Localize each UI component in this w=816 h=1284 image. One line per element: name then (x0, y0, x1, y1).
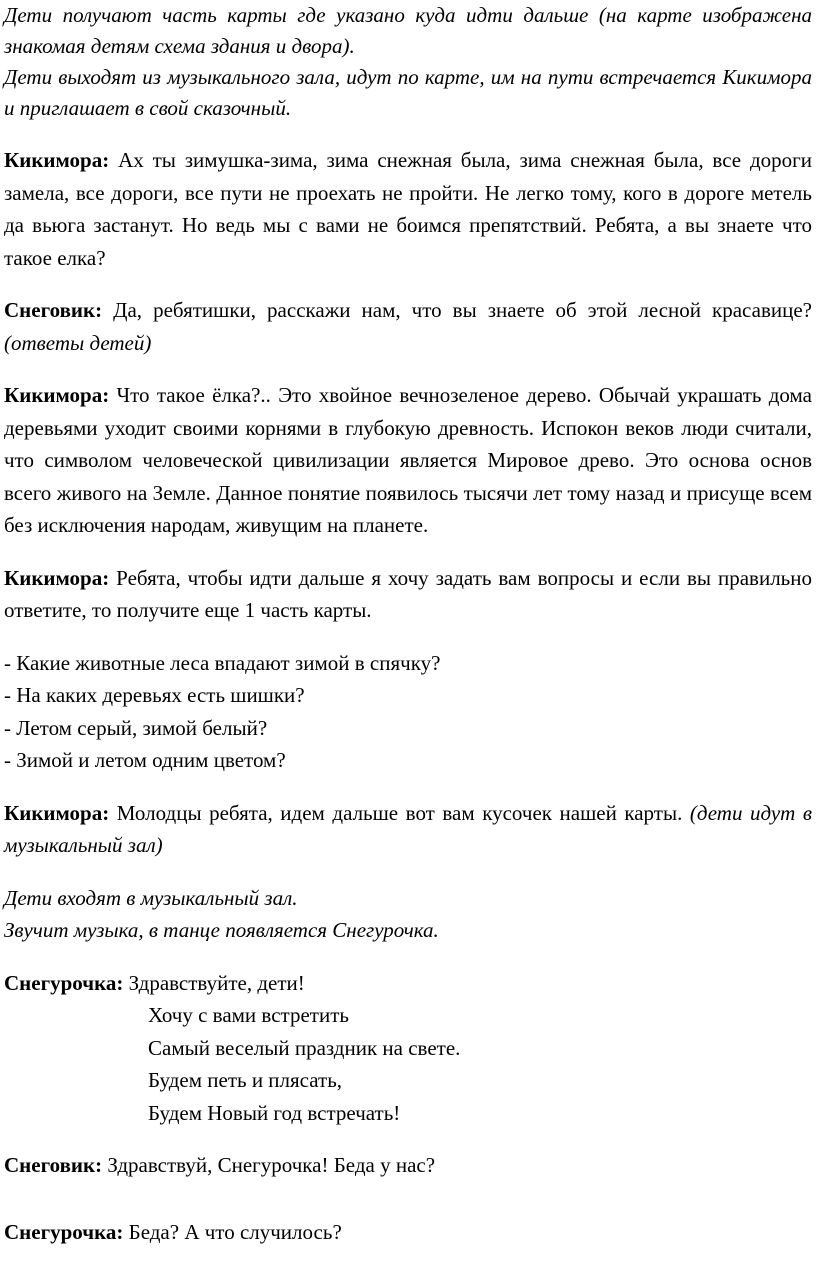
speaker-label: Снеговик: (4, 1153, 103, 1177)
stage-note: (ответы детей) (4, 330, 152, 355)
speaker-label: Кикимора: (4, 800, 110, 825)
speaker-label: Снегурочка: (4, 1219, 124, 1244)
dialogue-text: Здравствуй, Снегурочка! Беда у нас? (102, 1153, 436, 1177)
dialogue-block-3 (4, 379, 812, 542)
document-page (4, 0, 812, 1248)
speaker-label: Снеговик: (4, 298, 103, 322)
dialogue-text: Что такое ёлка?.. Это хвойное вечнозеленое дерево. Обычай украшать дома деревьями уходит своими корнями в глубокую древность. Испокон веков люди считали, что символом человеческой цивилизации является Мировое древо. Это основа основ всего живого на Земле. Данное понятие появилось тысячи лет тому назад и присуще всем без исключения народам, живущим на планете. (4, 383, 812, 537)
dialogue-text: Да, ребятишки, расскажи нам, что вы знаете об этой лесной красавице? (102, 298, 812, 322)
verse-line: Хочу с вами встретить (148, 1003, 349, 1027)
question-item: - Зимой и летом одним цветом? (4, 748, 286, 772)
intro-paragraph-1: Дети получают часть карты где указано куда идти дальше (на карте изображена знакомая детям схема здания и двора). (4, 3, 812, 58)
dialogue-text: Здравствуйте, дети! (123, 970, 305, 995)
question-item: - Какие животные леса впадают зимой в спячку? (4, 650, 441, 675)
stage-note: (дети идут в музыкальный зал) (4, 800, 813, 857)
speaker-label: Кикимора: (4, 565, 110, 590)
dialogue-block-7 (4, 1149, 812, 1182)
dialogue-first-line (4, 967, 812, 1000)
question-item: - На каких деревьях есть шишки? (4, 683, 305, 707)
speaker-label: Снегурочка: (4, 970, 124, 995)
dialogue-block-8 (4, 1216, 812, 1249)
verse-line: Самый веселый праздник на свете. (148, 1035, 461, 1060)
verse-line: Будем Новый год встречать! (148, 1100, 401, 1125)
speaker-label: Кикимора: (4, 148, 110, 172)
dialogue-text: Молодцы ребята, идем дальше вот вам кусочек нашей карты. (109, 800, 690, 825)
intro-paragraph-2: Дети выходят из музыкального зала, идут по карте, им на пути встречается Кикимора и приглашает в свой сказочный. (4, 65, 812, 120)
speaker-label: Кикимора: (4, 383, 110, 407)
dialogue-block-5 (4, 797, 812, 862)
dialogue-block-4 (4, 562, 812, 627)
stage-direction (4, 882, 812, 947)
dialogue-text: Ребята, чтобы идти дальше я хочу задать вам вопросы и если вы правильно ответите, то получите еще 1 часть карты. (4, 565, 812, 622)
dialogue-text: Беда? А что случилось? (123, 1219, 342, 1244)
dialogue-block-1 (4, 144, 812, 274)
verse-line: Будем петь и плясать, (148, 1068, 343, 1092)
question-list (4, 647, 812, 777)
dialogue-block-6 (4, 967, 812, 1130)
dialogue-text: Ах ты зимушка-зима, зима снежная была, зима снежная была, все дороги замела, все дороги, все пути не проехать не пройти. Не легко тому, кого в дороге метель да вьюга застанут. Но ведь мы с вами не боимся препятствий. Ребята, а вы знаете что такое елка? (4, 148, 812, 270)
dialogue-block-2 (4, 294, 812, 359)
stage-direction-line: Звучит музыка, в танце появляется Снегурочка. (4, 918, 439, 942)
stage-direction-line: Дети входят в музыкальный зал. (4, 885, 298, 910)
question-item: - Летом серый, зимой белый? (4, 715, 268, 740)
